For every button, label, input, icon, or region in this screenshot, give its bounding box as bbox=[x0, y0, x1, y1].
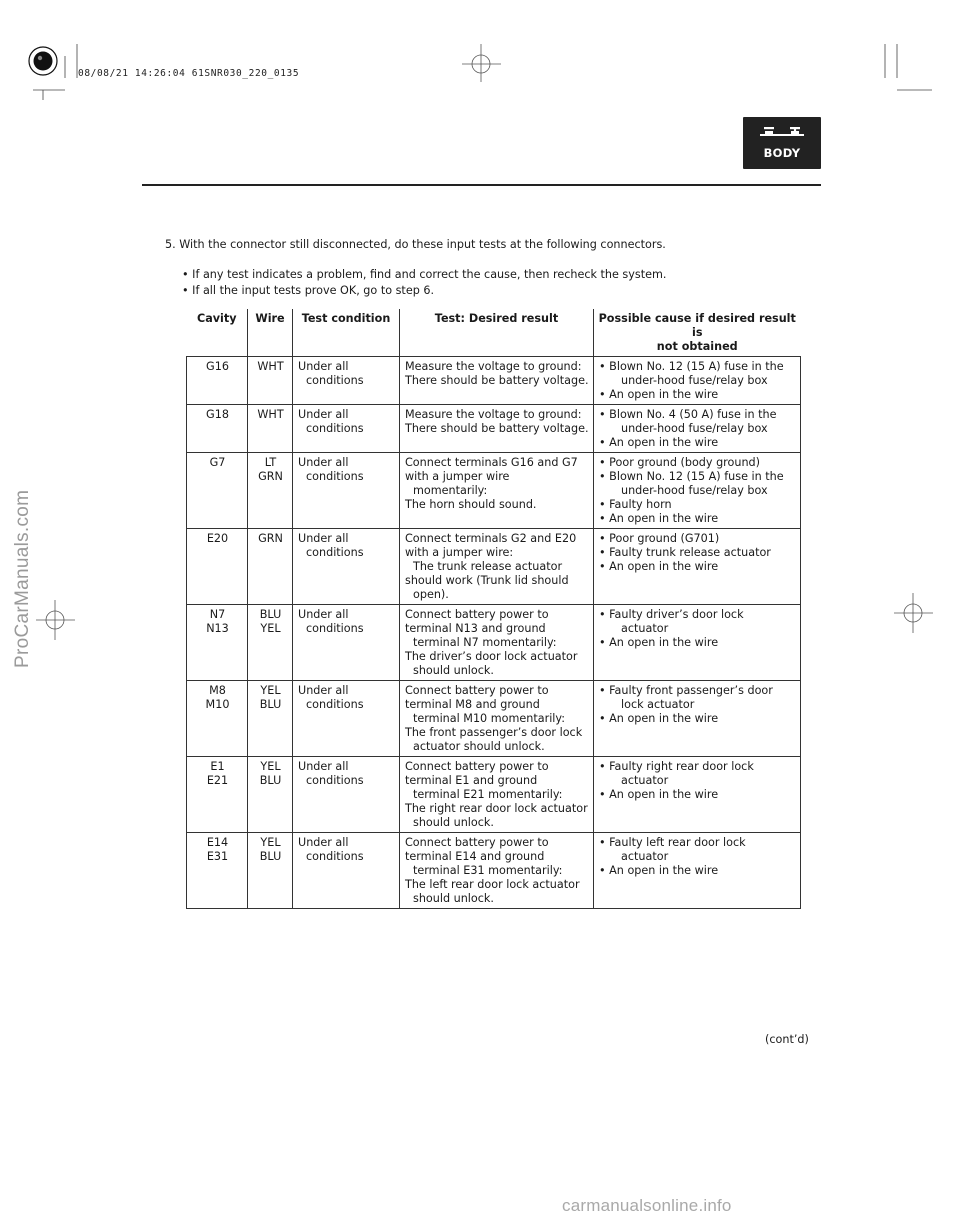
cell-condition bbox=[293, 833, 400, 909]
cell-result-line: should unlock. bbox=[413, 664, 494, 677]
side-watermark: ProCarManuals.com bbox=[12, 489, 33, 668]
cell-condition bbox=[293, 357, 400, 405]
cause-text: • An open in the wire bbox=[599, 560, 719, 573]
cause-text-continued: under-hood fuse/relay box bbox=[621, 422, 768, 435]
cell-result-line: Connect terminals G2 and E20 bbox=[405, 532, 577, 545]
cause-text: • An open in the wire bbox=[599, 788, 719, 801]
cause-bullet bbox=[599, 760, 796, 788]
cell-condition bbox=[293, 453, 400, 529]
input-test-table bbox=[186, 309, 801, 909]
cell-result-line: with a jumper wire: bbox=[405, 546, 514, 559]
cell-condition-line: Under all bbox=[298, 408, 349, 421]
crosshair-left-icon bbox=[36, 600, 75, 640]
step-instruction: 5. With the connector still disconnected, do these input tests at the following connectors. bbox=[165, 238, 666, 251]
cell-possible-cause bbox=[594, 681, 801, 757]
header-divider bbox=[142, 184, 821, 186]
print-timestamp: 08/08/21 14:26:04 61SNR030_220_0135 bbox=[78, 68, 300, 79]
cell-condition-line: Under all bbox=[298, 836, 349, 849]
cell-result-line: Connect battery power to bbox=[405, 608, 549, 621]
cell-condition-line: Under all bbox=[298, 608, 349, 621]
cell-cavity bbox=[187, 357, 248, 405]
cell-result-line: Connect battery power to bbox=[405, 684, 549, 697]
cause-bullet bbox=[599, 498, 796, 512]
cause-text: • Faulty front passenger’s door bbox=[599, 684, 773, 697]
cell-possible-cause bbox=[594, 453, 801, 529]
cell-cavity-line: G18 bbox=[206, 408, 229, 421]
cell-condition bbox=[293, 681, 400, 757]
cause-text: • Faulty right rear door lock bbox=[599, 760, 754, 773]
cell-result bbox=[400, 757, 594, 833]
cause-text: • An open in the wire bbox=[599, 712, 719, 725]
cell-condition-line: conditions bbox=[306, 622, 364, 635]
cell-condition-line: conditions bbox=[306, 422, 364, 435]
cell-wire-line: YEL bbox=[260, 622, 281, 635]
cell-result-line: with a jumper wire bbox=[405, 470, 510, 483]
cell-wire-line: WHT bbox=[257, 360, 284, 373]
cell-cavity bbox=[187, 405, 248, 453]
cell-condition bbox=[293, 529, 400, 605]
cell-result-line: should unlock. bbox=[413, 816, 494, 829]
registration-target-icon bbox=[29, 47, 57, 75]
cause-text: • Blown No. 4 (50 A) fuse in the bbox=[599, 408, 777, 421]
cause-text-continued: under-hood fuse/relay box bbox=[621, 374, 768, 387]
table-row bbox=[187, 833, 801, 909]
badge-label: BODY bbox=[763, 146, 801, 160]
table-row bbox=[187, 681, 801, 757]
cell-cavity-line: M10 bbox=[205, 698, 230, 711]
cause-bullet bbox=[599, 408, 796, 436]
cell-condition-line: conditions bbox=[306, 850, 364, 863]
cell-cavity-line: N13 bbox=[206, 622, 229, 635]
cell-condition bbox=[293, 757, 400, 833]
cell-cavity-line: M8 bbox=[209, 684, 226, 697]
cause-text-continued: under-hood fuse/relay box bbox=[621, 484, 768, 497]
cause-text: • Faulty left rear door lock bbox=[599, 836, 746, 849]
cell-wire bbox=[248, 453, 293, 529]
body-section-badge bbox=[743, 117, 821, 169]
cell-wire-line: WHT bbox=[257, 408, 284, 421]
cause-bullet bbox=[599, 608, 796, 636]
cell-result-line: terminal M10 momentarily: bbox=[413, 712, 565, 725]
cell-result-line: The left rear door lock actuator bbox=[405, 878, 580, 891]
cell-cavity-line: G7 bbox=[209, 456, 226, 469]
cell-cavity-line: E14 bbox=[206, 836, 229, 849]
cause-bullet bbox=[599, 388, 796, 402]
cell-condition-line: Under all bbox=[298, 532, 349, 545]
header-cavity: Cavity bbox=[187, 309, 248, 357]
cell-wire-line: YEL bbox=[260, 760, 281, 773]
cause-text: • Blown No. 12 (15 A) fuse in the bbox=[599, 470, 784, 483]
cell-cavity bbox=[187, 453, 248, 529]
cause-text: • Faulty horn bbox=[599, 498, 672, 511]
crosshair-right-icon bbox=[894, 593, 933, 633]
cell-wire-line: YEL bbox=[260, 684, 281, 697]
cell-result-line: terminal E1 and ground bbox=[405, 774, 538, 787]
cause-text: • An open in the wire bbox=[599, 636, 719, 649]
cause-bullet bbox=[599, 456, 796, 470]
crop-mark-top-right-icon bbox=[885, 44, 932, 90]
cause-text: • An open in the wire bbox=[599, 436, 719, 449]
cell-cavity bbox=[187, 605, 248, 681]
cell-result-line: Connect battery power to bbox=[405, 836, 549, 849]
cell-result bbox=[400, 405, 594, 453]
cause-bullet bbox=[599, 546, 796, 560]
cell-possible-cause bbox=[594, 405, 801, 453]
header-desired-result: Test: Desired result bbox=[400, 309, 594, 357]
cause-text: • Poor ground (G701) bbox=[599, 532, 720, 545]
cell-result-line: actuator should unlock. bbox=[413, 740, 545, 753]
cell-result-line: The trunk release actuator bbox=[413, 560, 563, 573]
cause-bullet bbox=[599, 684, 796, 712]
header-cause-line: Possible cause if desired result is bbox=[598, 312, 796, 339]
cell-result bbox=[400, 453, 594, 529]
cause-bullet bbox=[599, 712, 796, 726]
cell-result bbox=[400, 605, 594, 681]
cell-wire-line: GRN bbox=[258, 470, 283, 483]
cell-condition-line: Under all bbox=[298, 360, 349, 373]
table-header-row bbox=[187, 309, 801, 357]
crosshair-top-icon bbox=[462, 44, 501, 82]
cell-cavity bbox=[187, 757, 248, 833]
cause-text: • Faulty trunk release actuator bbox=[599, 546, 771, 559]
cell-condition-line: Under all bbox=[298, 684, 349, 697]
cell-result-line: momentarily: bbox=[413, 484, 488, 497]
cell-wire bbox=[248, 605, 293, 681]
cell-wire-line: LT bbox=[264, 456, 277, 469]
continued-note: (cont’d) bbox=[765, 1033, 809, 1046]
cell-wire-line: BLU bbox=[259, 608, 282, 621]
cell-result-line: should unlock. bbox=[413, 892, 494, 905]
cell-wire bbox=[248, 681, 293, 757]
cell-cavity-line: E1 bbox=[210, 760, 225, 773]
cause-text: • Poor ground (body ground) bbox=[599, 456, 761, 469]
cell-result-line: The right rear door lock actuator bbox=[405, 802, 588, 815]
cell-possible-cause bbox=[594, 757, 801, 833]
step-bullet: • If all the input tests prove OK, go to step 6. bbox=[182, 284, 435, 297]
header-wire: Wire bbox=[248, 309, 293, 357]
cell-result bbox=[400, 529, 594, 605]
cell-wire bbox=[248, 757, 293, 833]
cell-result-line: The front passenger’s door lock bbox=[405, 726, 583, 739]
cell-condition-line: conditions bbox=[306, 546, 364, 559]
header-possible-cause bbox=[594, 309, 801, 357]
cause-text: • Blown No. 12 (15 A) fuse in the bbox=[599, 360, 784, 373]
cell-result-line: open). bbox=[413, 588, 449, 601]
cause-bullet bbox=[599, 436, 796, 450]
cause-bullet bbox=[599, 512, 796, 526]
cell-result bbox=[400, 357, 594, 405]
cause-text: • An open in the wire bbox=[599, 512, 719, 525]
cause-text: • An open in the wire bbox=[599, 388, 719, 401]
cause-text-continued: actuator bbox=[621, 774, 669, 787]
cell-possible-cause bbox=[594, 357, 801, 405]
cell-result-line: should work (Trunk lid should bbox=[405, 574, 569, 587]
bottom-watermark: carmanualsonline.info bbox=[562, 1196, 732, 1215]
cell-cavity-line: G16 bbox=[206, 360, 229, 373]
header-test-condition: Test condition bbox=[293, 309, 400, 357]
cause-text-continued: actuator bbox=[621, 622, 669, 635]
cause-bullet bbox=[599, 788, 796, 802]
cell-condition-line: Under all bbox=[298, 456, 349, 469]
cell-result bbox=[400, 833, 594, 909]
cell-condition-line: conditions bbox=[306, 774, 364, 787]
cell-condition-line: conditions bbox=[306, 698, 364, 711]
cell-cavity-line: E20 bbox=[206, 532, 229, 545]
cell-result-line: The driver’s door lock actuator bbox=[405, 650, 578, 663]
cell-wire-line: GRN bbox=[258, 532, 283, 545]
table-row bbox=[187, 605, 801, 681]
cell-possible-cause bbox=[594, 529, 801, 605]
cell-wire-line: BLU bbox=[259, 698, 282, 711]
table-row bbox=[187, 405, 801, 453]
cause-text: • An open in the wire bbox=[599, 864, 719, 877]
cause-text-continued: actuator bbox=[621, 850, 669, 863]
cell-result-line: terminal N13 and ground bbox=[405, 622, 546, 635]
cause-bullet bbox=[599, 864, 796, 878]
cause-bullet bbox=[599, 636, 796, 650]
cell-wire bbox=[248, 529, 293, 605]
table-row bbox=[187, 757, 801, 833]
cell-condition-line: conditions bbox=[306, 374, 364, 387]
cause-bullet bbox=[599, 836, 796, 864]
cell-cavity-line: N7 bbox=[209, 608, 226, 621]
cell-result-line: terminal N7 momentarily: bbox=[413, 636, 557, 649]
header-cause-line: not obtained bbox=[656, 340, 738, 353]
step-bullets bbox=[182, 267, 666, 299]
cell-possible-cause bbox=[594, 833, 801, 909]
cell-result-line: There should be battery voltage. bbox=[405, 422, 589, 435]
cell-result-line: Connect battery power to bbox=[405, 760, 549, 773]
cell-possible-cause bbox=[594, 605, 801, 681]
cell-cavity bbox=[187, 529, 248, 605]
cell-condition bbox=[293, 605, 400, 681]
cell-condition bbox=[293, 405, 400, 453]
cell-cavity-line: E31 bbox=[206, 850, 229, 863]
cell-condition-line: conditions bbox=[306, 470, 364, 483]
cell-wire bbox=[248, 833, 293, 909]
cause-bullet bbox=[599, 360, 796, 388]
cause-bullet bbox=[599, 532, 796, 546]
cell-result-line: The horn should sound. bbox=[405, 498, 537, 511]
cause-text: • Faulty driver’s door lock bbox=[599, 608, 744, 621]
table-row bbox=[187, 453, 801, 529]
cell-result-line: terminal E31 momentarily: bbox=[413, 864, 563, 877]
cell-condition-line: Under all bbox=[298, 760, 349, 773]
cell-result bbox=[400, 681, 594, 757]
cell-result-line: terminal E14 and ground bbox=[405, 850, 545, 863]
cell-result-line: Measure the voltage to ground: bbox=[405, 408, 582, 421]
table-row bbox=[187, 529, 801, 605]
cell-result-line: terminal E21 momentarily: bbox=[413, 788, 563, 801]
cause-bullet bbox=[599, 470, 796, 498]
cell-cavity bbox=[187, 833, 248, 909]
cause-bullet bbox=[599, 560, 796, 574]
cell-wire bbox=[248, 357, 293, 405]
cell-wire-line: YEL bbox=[260, 836, 281, 849]
cell-result-line: Connect terminals G16 and G7 bbox=[405, 456, 578, 469]
cell-result-line: Measure the voltage to ground: bbox=[405, 360, 582, 373]
cell-wire-line: BLU bbox=[259, 850, 282, 863]
cause-text-continued: lock actuator bbox=[621, 698, 695, 711]
cell-wire-line: BLU bbox=[259, 774, 282, 787]
cell-result-line: terminal M8 and ground bbox=[405, 698, 540, 711]
cell-result-line: There should be battery voltage. bbox=[405, 374, 589, 387]
cell-wire bbox=[248, 405, 293, 453]
table-row bbox=[187, 357, 801, 405]
step-bullet: • If any test indicates a problem, find and correct the cause, then recheck the system. bbox=[182, 268, 667, 281]
cell-cavity bbox=[187, 681, 248, 757]
cell-cavity-line: E21 bbox=[206, 774, 229, 787]
